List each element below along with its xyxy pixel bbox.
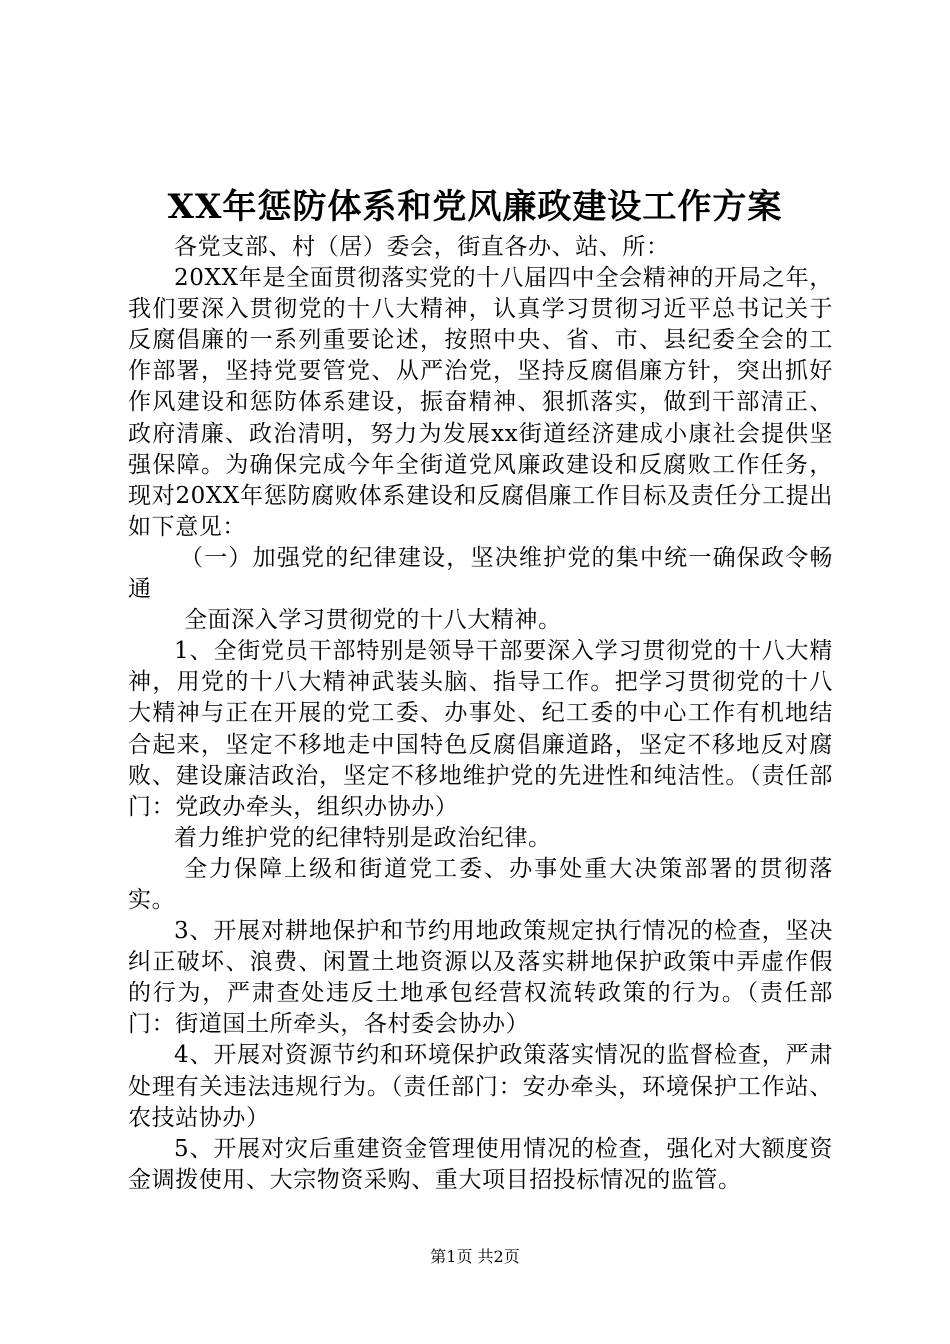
document-title: XX年惩防体系和党风廉政建设工作方案 xyxy=(167,187,783,227)
body-paragraph: 4、开展对资源节约和环境保护政策落实情况的监督检查，严肃处理有关违法违规行为。（责任部门：安办牵头，环境保护工作站、农技站协办） xyxy=(128,1042,833,1131)
section-heading-1: （一）加强党的纪律建设，坚决维护党的集中统一确保政令畅通 xyxy=(128,544,833,603)
body-paragraph: 1、全街党员干部特别是领导干部要深入学习贯彻党的十八大精神，用党的十八大精神武装头脑、指导工作。把学习贯彻党的十八大精神与正在开展的党工委、办事处、纪工委的中心工作有机地结合起来，坚定不移地走中国特色反腐倡廉道路，坚定不移地反对腐败、建设廉洁政治，坚定不移地维护党的先进性和纯洁性。（责任部门：党政办牵头，组织办协办） xyxy=(128,638,833,820)
body-paragraph: 3、开展对耕地保护和节约用地政策规定执行情况的检查，坚决纠正破坏、浪费、闲置土地资源以及落实耕地保护政策中弄虚作假的行为，严肃查处违反土地承包经营权流转政策的行为。（责任部门：街道国土所牵头，各村委会协办） xyxy=(128,918,833,1038)
document-body xyxy=(128,232,833,1196)
body-paragraph: 着力维护党的纪律特别是政治纪律。 xyxy=(174,824,552,851)
body-paragraph: 全面深入学习贯彻党的十八大精神。 xyxy=(184,607,562,634)
salutation-paragraph: 各党支部、村（居）委会，街直各办、站、所： xyxy=(174,234,670,260)
intro-paragraph: 20XX年是全面贯彻落实党的十八届四中全会精神的开局之年，我们要深入贯彻党的十八大精神，认真学习贯彻习近平总书记关于反腐倡廉的一系列重要论述，按照中央、省、市、县纪委全会的工作部署，坚持党要管党、从严治党，坚持反腐倡廉方针，突出抓好作风建设和惩防体系建设，振奋精神、狠抓落实，做到干部清正、政府清廉、政治清明，努力为发展xx街道经济建成小康社会提供坚强保障。为确保完成今年全街道党风廉政建设和反腐败工作任务，现对20XX年惩防腐败体系建设和反腐倡廉工作目标及责任分工提出如下意见： xyxy=(128,265,833,540)
page-number-footer: 第1页 共2页 xyxy=(430,1247,520,1266)
body-paragraph: 全力保障上级和街道党工委、办事处重大决策部署的贯彻落实。 xyxy=(128,855,833,913)
body-paragraph: 5、开展对灾后重建资金管理使用情况的检查，强化对大额度资金调拨使用、大宗物资采购、重大项目招投标情况的监管。 xyxy=(128,1135,833,1193)
